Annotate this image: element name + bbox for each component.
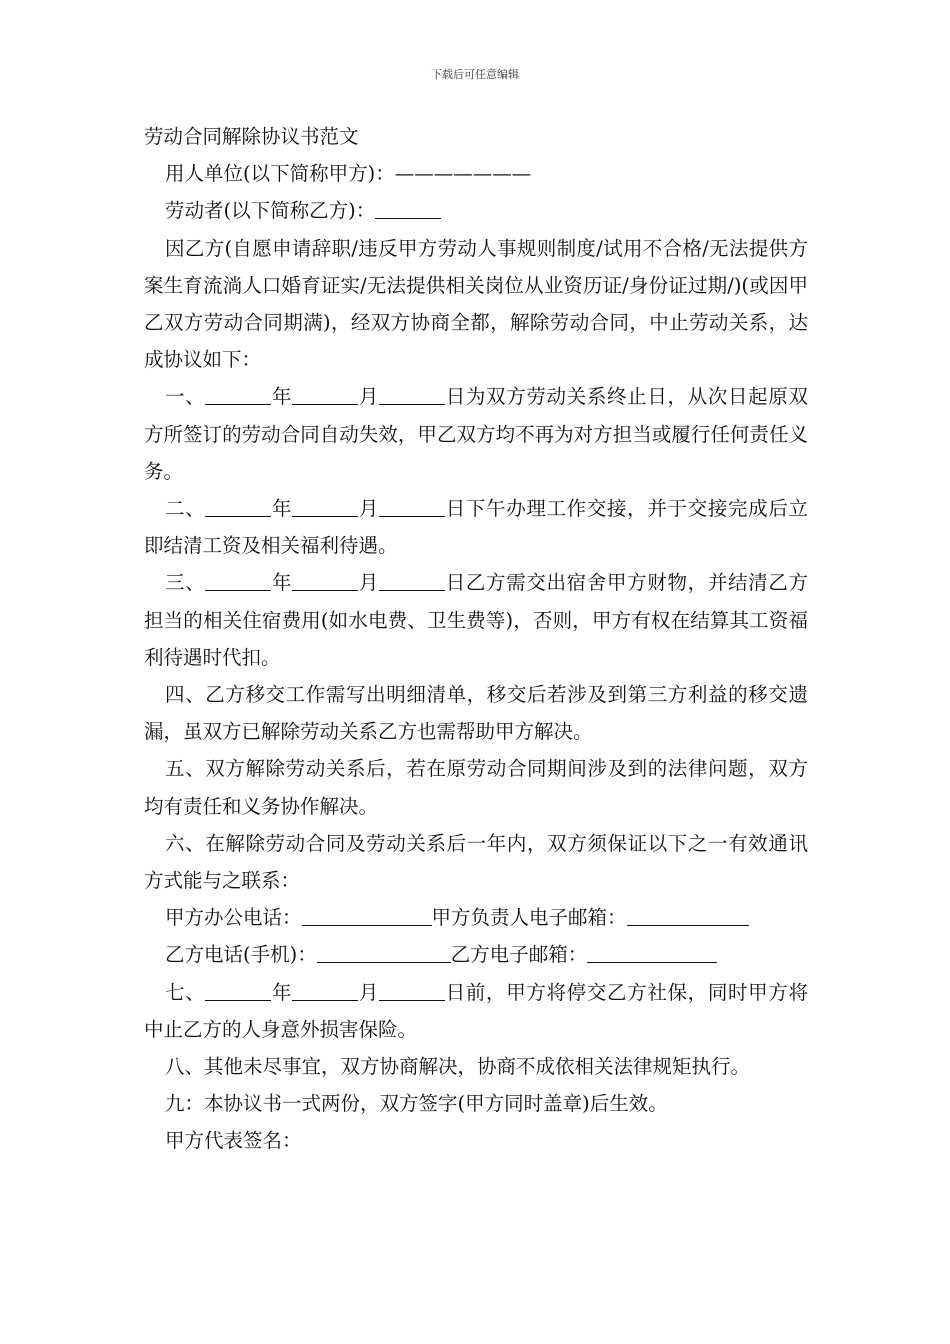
clause-8: 八、其他未尽事宜，双方协商解决，协商不成依相关法律规矩执行。: [165, 1055, 751, 1079]
clause-1-month-blank: [292, 382, 358, 405]
clause-3-day-blank: [379, 568, 445, 591]
clause-6: 六、在解除劳动合同及劳动关系后一年内，双方须保证以下之一有效通讯方式能与之联系：: [144, 831, 808, 893]
clause-7-month-blank: [292, 978, 358, 1001]
employee-label: 劳动者(以下简称乙方)：: [165, 199, 376, 223]
party-a-email-label: 甲方负责人电子邮箱：: [431, 906, 627, 930]
party-b-phone-label: 乙方电话(手机)：: [165, 943, 317, 967]
clause-5: 五、双方解除劳动关系后，若在原劳动合同期间涉及到的法律问题，双方均有责任和义务协作解决。: [144, 757, 808, 818]
document-title: 劳动合同解除协议书范文: [144, 125, 359, 148]
employee-line: [144, 192, 808, 229]
clause-7-day-blank: [379, 978, 445, 1001]
clause-7: [144, 974, 808, 1048]
clause-3-year-blank: [205, 568, 271, 591]
clause-3: [144, 564, 808, 676]
party-b-contact-line: [144, 936, 808, 973]
clause-7-month: 月: [358, 980, 380, 1004]
clause-1-month: 月: [358, 385, 380, 409]
clause-3-month-blank: [292, 568, 358, 591]
clause-1-year: 年: [271, 385, 293, 409]
party-b-phone-blank: [317, 940, 451, 963]
clause-3-year: 年: [271, 571, 293, 595]
clause-3-month: 月: [358, 571, 380, 595]
signature-line: 甲方代表签名：: [165, 1129, 302, 1153]
clause-3-text: 日乙方需交出宿舍甲方财物，并结清乙方担当的相关住宿费用(如水电费、卫生费等)，否则，甲方有权在结算其工资福利待遇时代扣。: [144, 571, 808, 669]
clause-7-prefix: 七、: [165, 980, 206, 1004]
clause-7-year-blank: [205, 978, 271, 1001]
party-a-phone-label: 甲方办公电话：: [165, 906, 302, 930]
clause-2-month: 月: [358, 497, 380, 521]
clause-2-day-blank: [379, 494, 445, 517]
clause-7-year: 年: [271, 980, 293, 1004]
clause-4: 四、乙方移交工作需写出明细清单，移交后若涉及到第三方利益的移交遗漏，虽双方已解除劳动关系乙方也需帮助甲方解决。: [144, 683, 808, 744]
clause-1-text: 日为双方劳动关系终止日，从次日起原双方所签订的劳动合同自动失效，甲乙双方均不再为对方担当或履行任何责任义务。: [144, 385, 808, 483]
party-a-contact-line: [144, 899, 808, 936]
clause-1-day-blank: [379, 382, 445, 405]
clause-7-text: 日前，甲方将停交乙方社保，同时甲方将中止乙方的人身意外损害保险。: [144, 980, 808, 1041]
clause-3-prefix: 三、: [165, 571, 206, 595]
document-body: [144, 118, 808, 1160]
party-a-phone-blank: [302, 903, 432, 926]
clause-2-year: 年: [271, 497, 293, 521]
header-note: 下载后可任意编辑: [431, 68, 519, 81]
party-a-email-blank: [627, 903, 741, 926]
clause-2-text: 日下午办理工作交接，并于交接完成后立即结清工资及相关福利待遇。: [144, 497, 808, 558]
clause-1-year-blank: [205, 382, 271, 405]
party-a-email-blank-overflow: [741, 903, 749, 926]
clause-2-year-blank: [205, 494, 271, 517]
employer-line: 用人单位(以下简称甲方)：———————: [165, 162, 532, 186]
clause-1-prefix: 一、: [165, 385, 206, 409]
clause-1: [144, 378, 808, 490]
clause-2-month-blank: [292, 494, 358, 517]
clause-2: [144, 490, 808, 564]
clause-9: 九：本协议书一式两份，双方签字(甲方同时盖章)后生效。: [165, 1092, 668, 1116]
intro-paragraph: 因乙方(自愿申请辞职/违反甲方劳动人事规则制度/试用不合格/无法提供方案生育流淌人口婚育证实/无法提供相关岗位从业资历证/身份证过期/)(或因甲乙双方劳动合同期满)，经双方协商全都，解除劳动合同，中止劳动关系，达成协议如下：: [144, 236, 808, 372]
employee-name-blank: [375, 196, 441, 219]
party-b-email-label: 乙方电子邮箱：: [450, 943, 588, 967]
clause-2-prefix: 二、: [165, 497, 206, 521]
party-b-email-blank: [587, 940, 717, 963]
